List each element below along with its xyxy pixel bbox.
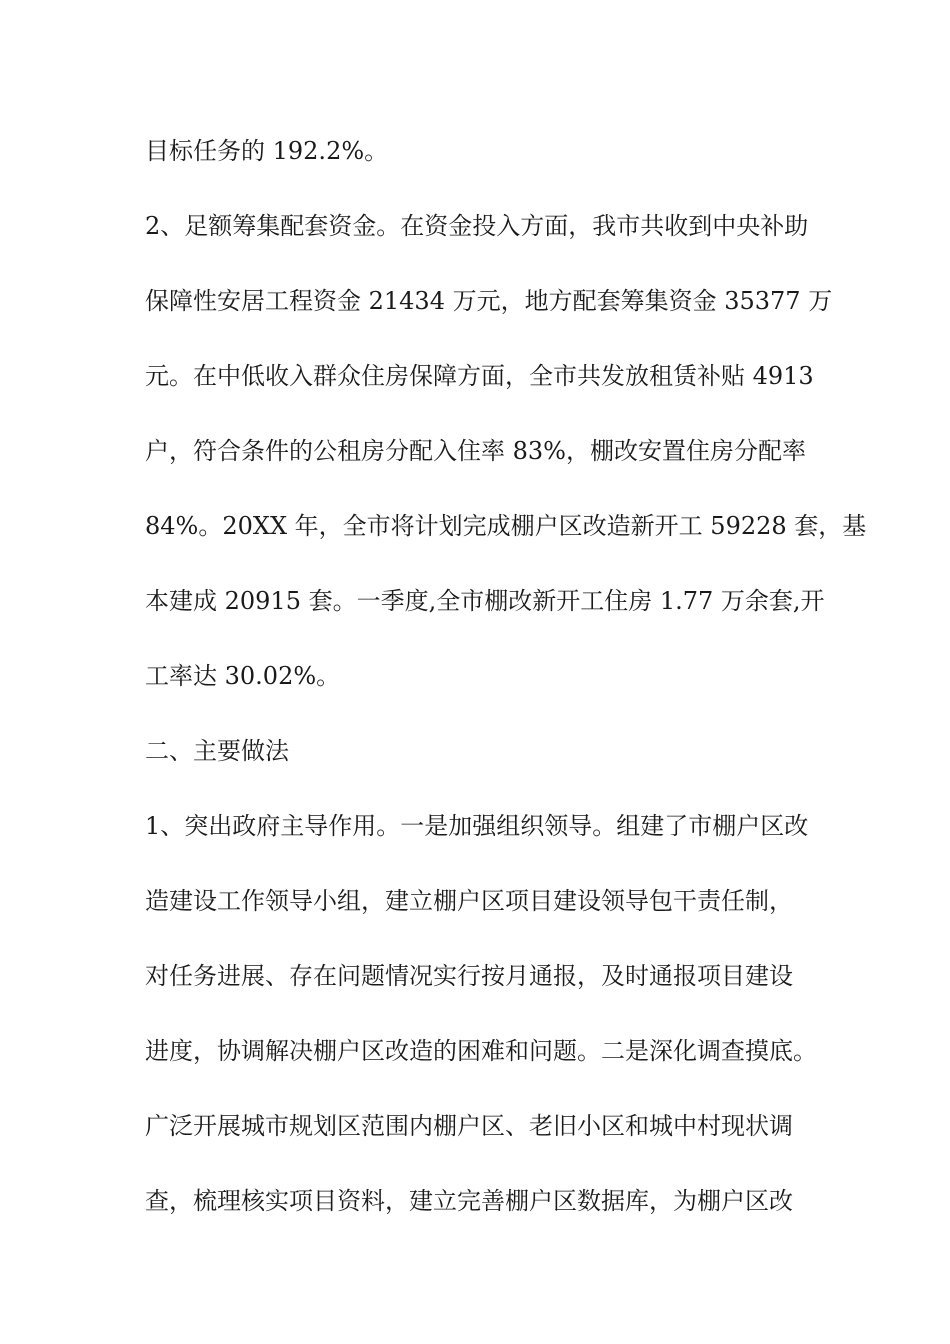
paragraph-line-4: 元。在中低收入群众住房保障方面，全市共发放租赁补贴 4913 — [145, 362, 814, 390]
paragraph-line-3: 保障性安居工程资金 21434 万元，地方配套筹集资金 35377 万 — [145, 287, 833, 315]
paragraph-line-8: 工率达 30.02%。 — [145, 662, 341, 690]
paragraph-line-11: 造建设工作领导小组，建立棚户区项目建设领导包干责任制， — [145, 887, 793, 915]
paragraph-line-14: 广泛开展城市规划区范围内棚户区、老旧小区和城中村现状调 — [145, 1112, 793, 1140]
section-heading: 二、主要做法 — [145, 737, 289, 765]
paragraph-line-6: 84%。20XX 年，全市将计划完成棚户区改造新开工 59228 套，基 — [145, 512, 867, 540]
paragraph-line-10: 1、突出政府主导作用。一是加强组织领导。组建了市棚户区改 — [145, 812, 809, 840]
paragraph-line-15: 查，梳理核实项目资料，建立完善棚户区数据库，为棚户区改 — [145, 1187, 793, 1215]
paragraph-line-12: 对任务进展、存在问题情况实行按月通报，及时通报项目建设 — [145, 962, 793, 990]
paragraph-line-13: 进度，协调解决棚户区改造的困难和问题。二是深化调查摸底。 — [145, 1037, 817, 1065]
paragraph-line-5: 户，符合条件的公租房分配入住率 83%，棚改安置住房分配率 — [145, 437, 806, 465]
paragraph-line-2: 2、足额筹集配套资金。在资金投入方面，我市共收到中央补助 — [145, 212, 809, 240]
paragraph-line-7: 本建成 20915 套。一季度,全市棚改新开工住房 1.77 万余套,开 — [145, 587, 825, 615]
paragraph-line-1: 目标任务的 192.2%。 — [145, 137, 389, 165]
